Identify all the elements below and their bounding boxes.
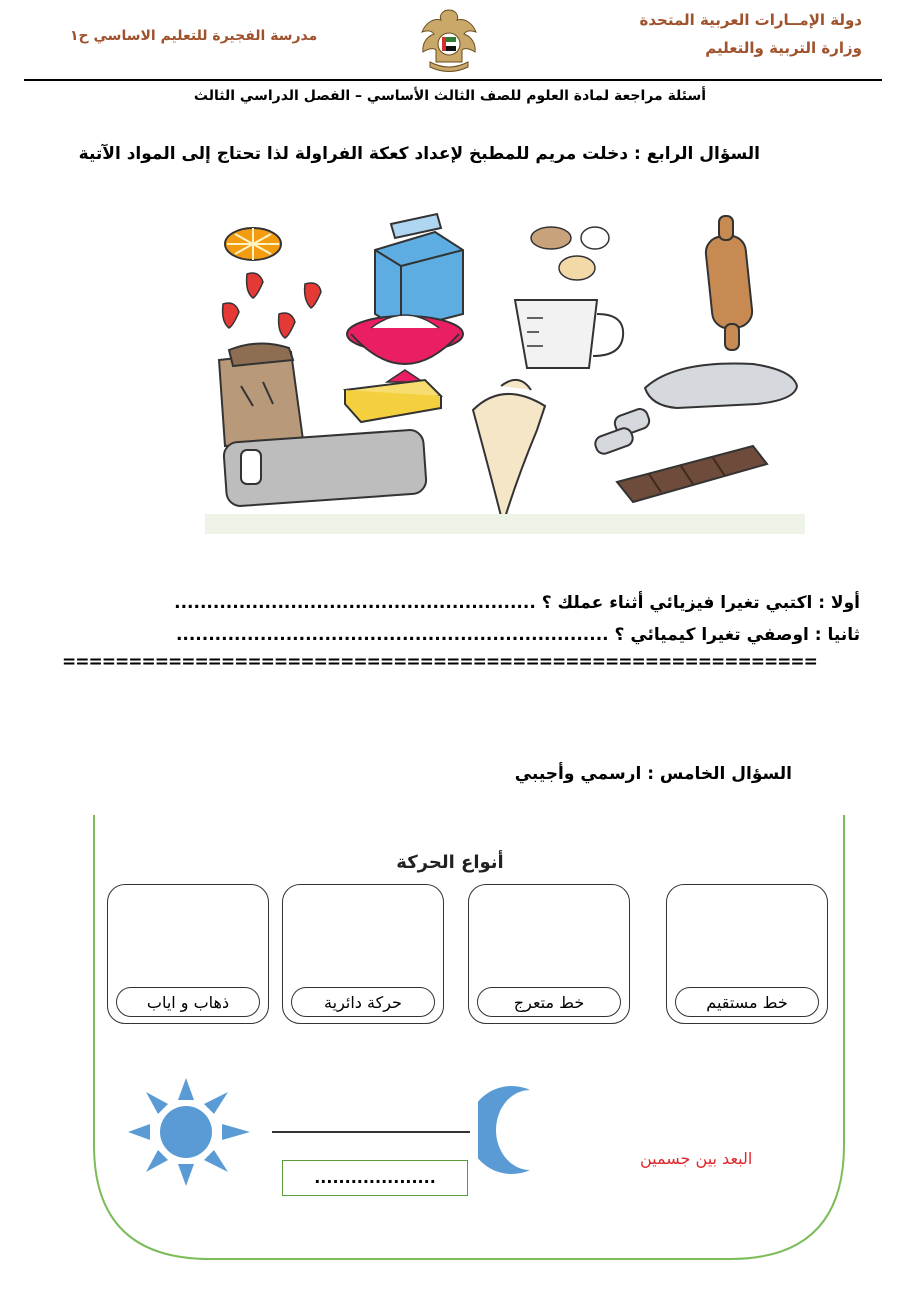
task-2-prefix: ثانيا : [814, 625, 860, 645]
chocolate-bar-icon [617, 446, 767, 502]
measuring-cup-icon [515, 300, 623, 368]
motion-label-straight: خط مستقيم [675, 987, 819, 1017]
motion-box-back-and-forth[interactable] [107, 884, 269, 1024]
distance-answer-box[interactable]: .................... [282, 1160, 468, 1196]
motion-label-circular: حركة دائرية [291, 987, 435, 1017]
task-2-answer-dots[interactable]: ................................................................... [175, 625, 609, 645]
country-name: دولة الإمــارات العربية المتحدة [639, 11, 862, 29]
motion-box-straight[interactable] [666, 884, 828, 1024]
task-1-answer-dots[interactable]: ........................................................ [174, 593, 536, 613]
rolling-pin-icon [704, 216, 753, 350]
uae-emblem-icon [412, 4, 486, 76]
moon-icon [478, 1086, 538, 1174]
milk-carton-icon [375, 214, 463, 330]
question-4-text: دخلت مريم للمطبخ لإعداد كعكة الفراولة لذا تحتاج إلى المواد الآتية [78, 144, 629, 164]
hand-mixer-icon [593, 364, 797, 456]
eggs-icon [531, 227, 609, 280]
cutting-board-icon [223, 429, 427, 507]
sugar-bag-icon [219, 343, 303, 446]
task-1-text: اكتبي تغيرا فيزيائي أثناء عملك ؟ [541, 593, 813, 613]
task-2-text: اوصفي تغيرا كيميائي ؟ [614, 625, 809, 645]
strawberry-icon [223, 273, 321, 338]
motion-types-title: أنواع الحركة [396, 852, 504, 873]
section-separator: ========================================================= [62, 652, 817, 672]
sun-icon [124, 1074, 254, 1190]
ministry-name: وزارة التربية والتعليم [705, 39, 862, 57]
piping-bag-icon [473, 380, 545, 524]
motion-frame [90, 815, 850, 1265]
flour-bowl-icon [347, 315, 463, 382]
orange-icon [225, 228, 281, 260]
question-5 [515, 764, 792, 784]
question-4-title: السؤال الرابع : [634, 144, 760, 164]
motion-label-back-and-forth: ذهاب و اياب [116, 987, 260, 1017]
distance-label: البعد بين جسمين [640, 1149, 753, 1168]
motion-box-zigzag[interactable] [468, 884, 630, 1024]
question-5-title: السؤال الخامس : [647, 764, 792, 784]
header-divider [24, 79, 882, 81]
task-2 [176, 625, 860, 645]
task-1-prefix: أولا : [818, 593, 860, 613]
school-name: مدرسة الفجيرة للتعليم الاساسي ح١ [70, 28, 318, 44]
question-5-text: ارسمي وأجيبي [514, 764, 642, 784]
motion-label-zigzag: خط متعرج [477, 987, 621, 1017]
distance-line [272, 1128, 472, 1136]
kitchen-ingredients-illustration [205, 210, 805, 540]
task-1 [174, 593, 860, 613]
question-4 [79, 144, 760, 164]
header-official [640, 6, 862, 62]
motion-box-circular[interactable] [282, 884, 444, 1024]
butter-icon [345, 380, 441, 422]
page-subtitle: أسئلة مراجعة لمادة العلوم للصف الثالث الأساسي – الفصل الدراسي الثالث [193, 88, 707, 104]
